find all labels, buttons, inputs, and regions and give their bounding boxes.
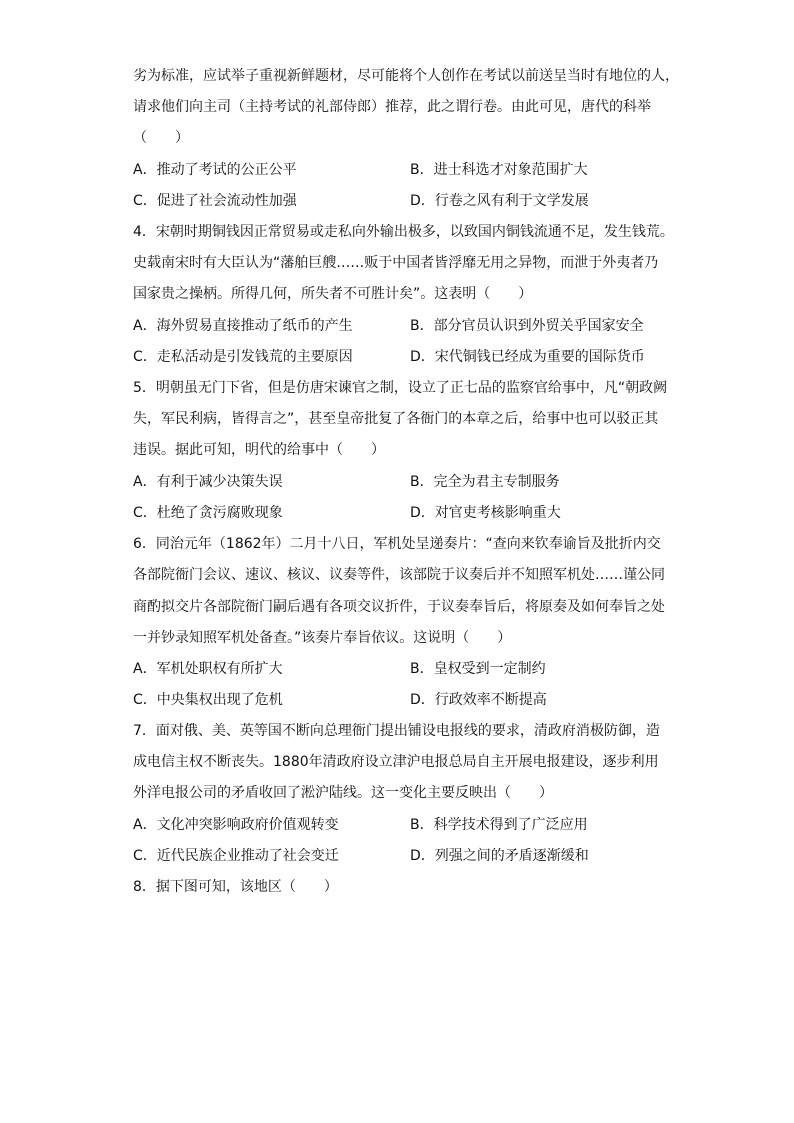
- q6-option-c: C．中央集权出现了危机: [133, 692, 283, 708]
- q4-line-2: 史载南宋时有大臣认为“藩舶巨艘……贩于中国者皆浮靡无用之异物，而泄于外夷者乃: [133, 255, 659, 271]
- q5-option-b: B．完全为君主专制服务: [410, 474, 560, 490]
- q6-option-a: A．军机处职权有所扩大: [133, 661, 283, 677]
- q7-option-d: D．列强之间的矛盾逐渐缓和: [410, 848, 589, 864]
- q5-line-1: 5．明朝虽无门下省，但是仿唐宋谏官之制，设立了正七品的监察官给事中，凡“朝政阙: [133, 380, 668, 396]
- q3-option-b: B．进士科选才对象范围扩大: [410, 162, 588, 178]
- q5-option-a: A．有利于减少决策失误: [133, 474, 283, 490]
- q4-option-c: C．走私活动是引发钱荒的主要原因: [133, 349, 353, 365]
- q6-line-2: 各部院衙门会议、速议、核议、议奏等件，该部院于议奏后并不知照军机处……谨公同: [133, 567, 665, 583]
- q5-line-2: 失，军民利病，皆得言之”，甚至皇帝批复了各衙门的本章之后，给事中也可以驳正其: [133, 411, 659, 427]
- q3-option-c: C．促进了社会流动性加强: [133, 193, 297, 209]
- q3-option-a: A．推动了考试的公正公平: [133, 162, 297, 178]
- q4-option-a: A．海外贸易直接推动了纸币的产生: [133, 318, 353, 334]
- q6-option-b: B．皇权受到一定制约: [410, 661, 546, 677]
- q6-line-4: 一并钞录知照军机处备查。”该奏片奉旨依议。这说明（ ）: [133, 630, 512, 646]
- q7-line-1: 7．面对俄、美、英等国不断向总理衙门提出铺设电报线的要求，清政府消极防御，造: [133, 723, 660, 739]
- q3-line-1: 劣为标准，应试举子重视新鲜题材，尽可能将个人创作在考试以前送呈当时有地位的人，: [133, 68, 679, 84]
- q3-option-d: D．行卷之风有利于文学发展: [410, 193, 589, 209]
- q7-option-c: C．近代民族企业推动了社会变迁: [133, 848, 339, 864]
- q7-line-3: 外洋电报公司的矛盾收回了淞沪陆线。这一变化主要反映出（ ）: [133, 785, 553, 801]
- q5-option-c: C．杜绝了贪污腐败现象: [133, 505, 283, 521]
- q8-line-1: 8．据下图可知，该地区（ ）: [133, 879, 338, 895]
- q4-option-b: B．部分官员认识到外贸关乎国家安全: [410, 318, 644, 334]
- q5-line-3: 违误。据此可知，明代的给事中（ ）: [133, 442, 385, 458]
- q3-line-3: （ ）: [133, 130, 189, 146]
- q6-option-d: D．行政效率不断提高: [410, 692, 547, 708]
- q4-line-1: 4．宋朝时期铜钱因正常贸易或走私向外输出极多，以致国内铜钱流通不足，发生钱荒。: [133, 224, 674, 240]
- q7-option-b: B．科学技术得到了广泛应用: [410, 817, 588, 833]
- q6-line-1: 6．同治元年（1862年）二月十八日，军机处呈递奏片：“查向来钦奉谕旨及批折内交: [133, 536, 661, 552]
- q7-option-a: A．文化冲突影响政府价值观转变: [133, 817, 339, 833]
- q4-line-3: 国家贵之操柄。所得几何，所失者不可胜计矣”。这表明（ ）: [133, 286, 533, 302]
- q5-option-d: D．对官吏考核影响重大: [410, 505, 561, 521]
- q7-line-2: 成电信主权不断丧失。1880年清政府设立津沪电报总局自主开展电报建设，逐步利用: [133, 754, 659, 770]
- q3-line-2: 请求他们向主司（主持考试的礼部侍郎）推荐，此之谓行卷。由此可见，唐代的科举: [133, 99, 651, 115]
- q6-line-3: 商酌拟交片各部院衙门嗣后遇有各项交议折件，于议奏奉旨后，将原奏及如何奉旨之处: [133, 599, 665, 615]
- q4-option-d: D．宋代铜钱已经成为重要的国际货币: [410, 349, 645, 365]
